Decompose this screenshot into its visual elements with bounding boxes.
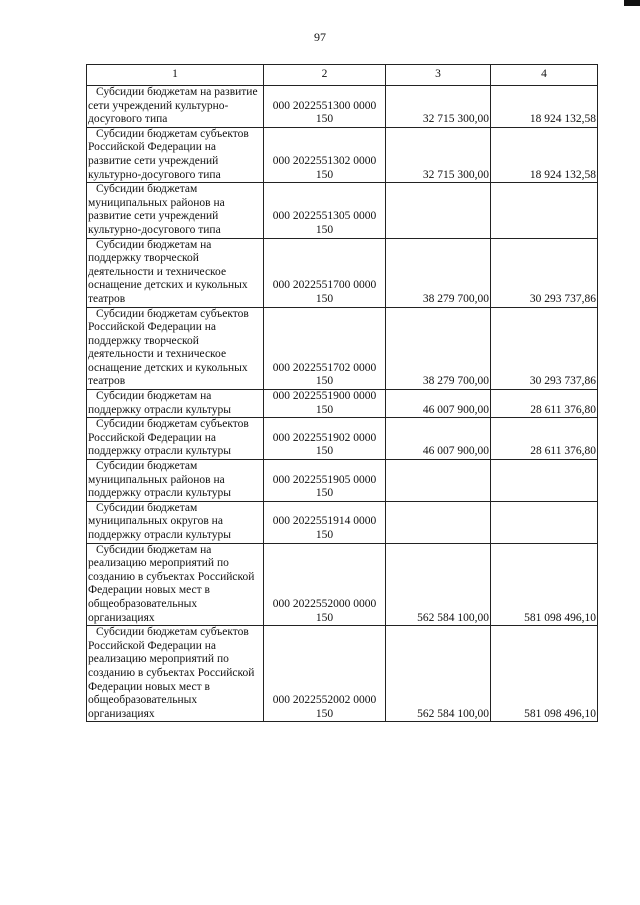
- actual-amount: [491, 460, 598, 502]
- table-row: [87, 86, 598, 128]
- column-header: 3: [386, 65, 491, 86]
- budget-code: 000 2022551900 0000 150: [264, 390, 386, 418]
- budget-table: [86, 64, 598, 722]
- planned-amount: [386, 460, 491, 502]
- actual-amount: 28 611 376,80: [491, 390, 598, 418]
- planned-amount: [386, 183, 491, 238]
- budget-code: 000 2022552000 0000 150: [264, 543, 386, 626]
- planned-amount: 562 584 100,00: [386, 543, 491, 626]
- planned-amount: [386, 501, 491, 543]
- actual-amount: 581 098 496,10: [491, 626, 598, 722]
- planned-amount: 38 279 700,00: [386, 238, 491, 307]
- budget-code: 000 2022551702 0000 150: [264, 307, 386, 390]
- table-row: [87, 390, 598, 418]
- planned-amount: 562 584 100,00: [386, 626, 491, 722]
- planned-amount: 46 007 900,00: [386, 390, 491, 418]
- actual-amount: 581 098 496,10: [491, 543, 598, 626]
- table-row: [87, 307, 598, 390]
- actual-amount: 30 293 737,86: [491, 238, 598, 307]
- table-row: [87, 460, 598, 502]
- table-row: [87, 501, 598, 543]
- budget-code: 000 2022551914 0000 150: [264, 501, 386, 543]
- budget-code: 000 2022551300 0000 150: [264, 86, 386, 128]
- planned-amount: 46 007 900,00: [386, 418, 491, 460]
- table-row: [87, 543, 598, 626]
- income-name: Субсидии бюджетам муниципальных округов на поддержку отрасли культуры: [87, 501, 264, 543]
- column-header: 4: [491, 65, 598, 86]
- table-row: [87, 127, 598, 182]
- income-name: Субсидии бюджетам субъектов Российской Федерации на развитие сети учреждений культурно-досугового типа: [87, 127, 264, 182]
- income-name: Субсидии бюджетам на поддержку творческой деятельности и техническое оснащение детских и кукольных театров: [87, 238, 264, 307]
- planned-amount: 32 715 300,00: [386, 86, 491, 128]
- income-name: Субсидии бюджетам на поддержку отрасли культуры: [87, 390, 264, 418]
- budget-code: 000 2022551905 0000 150: [264, 460, 386, 502]
- budget-code: 000 2022551302 0000 150: [264, 127, 386, 182]
- table-row: [87, 626, 598, 722]
- budget-code: 000 2022551902 0000 150: [264, 418, 386, 460]
- table-row: [87, 183, 598, 238]
- actual-amount: 18 924 132,58: [491, 86, 598, 128]
- income-name: Субсидии бюджетам на реализацию мероприятий по созданию в субъектах Российской Федерации новых мест в общеобразовательных организациях: [87, 543, 264, 626]
- budget-code: 000 2022551700 0000 150: [264, 238, 386, 307]
- actual-amount: 30 293 737,86: [491, 307, 598, 390]
- income-name: Субсидии бюджетам субъектов Российской Федерации на реализацию мероприятий по созданию в субъектах Российской Федерации новых мест в общеобразовательных организациях: [87, 626, 264, 722]
- planned-amount: 38 279 700,00: [386, 307, 491, 390]
- actual-amount: 18 924 132,58: [491, 127, 598, 182]
- column-header: 2: [264, 65, 386, 86]
- scan-corner-mark: [624, 0, 640, 6]
- income-name: Субсидии бюджетам субъектов Российской Федерации на поддержку творческой деятельности и техническое оснащение детских и кукольных театров: [87, 307, 264, 390]
- table-header-row: [87, 65, 598, 86]
- budget-code: 000 2022551305 0000 150: [264, 183, 386, 238]
- actual-amount: [491, 501, 598, 543]
- income-name: Субсидии бюджетам муниципальных районов на развитие сети учреждений культурно-досугового типа: [87, 183, 264, 238]
- table-row: [87, 238, 598, 307]
- column-header: 1: [87, 65, 264, 86]
- actual-amount: [491, 183, 598, 238]
- budget-code: 000 2022552002 0000 150: [264, 626, 386, 722]
- table-row: [87, 418, 598, 460]
- page-number: 97: [314, 30, 326, 44]
- income-name: Субсидии бюджетам муниципальных районов на поддержку отрасли культуры: [87, 460, 264, 502]
- planned-amount: 32 715 300,00: [386, 127, 491, 182]
- income-name: Субсидии бюджетам на развитие сети учреждений культурно-досугового типа: [87, 86, 264, 128]
- actual-amount: 28 611 376,80: [491, 418, 598, 460]
- income-name: Субсидии бюджетам субъектов Российской Федерации на поддержку отрасли культуры: [87, 418, 264, 460]
